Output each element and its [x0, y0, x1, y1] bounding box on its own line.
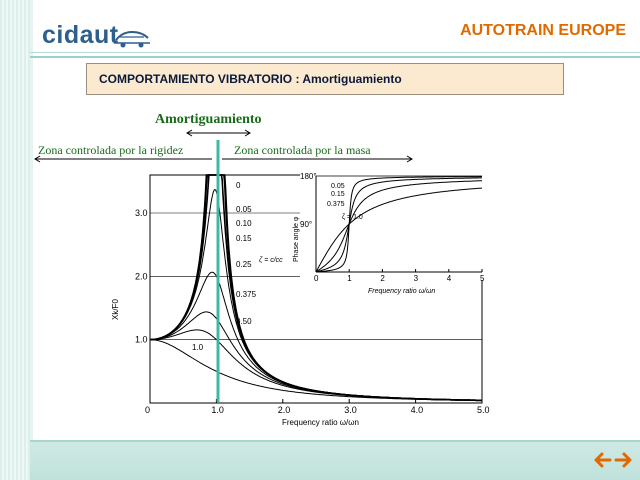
phase-series-label: ζ = 1.0 — [342, 214, 363, 221]
phase-series-label: 0.375 — [327, 201, 345, 208]
amplitude-series-label: 0.05 — [236, 205, 252, 214]
phase-x-tick-label: 3 — [413, 274, 419, 283]
amplitude-x-tick-label: 0 — [145, 405, 151, 415]
amplitude-series-label: 0.25 — [236, 260, 252, 269]
phase-y-tick-label: 90° — [300, 220, 313, 229]
amplitude-series-line — [150, 330, 482, 401]
phase-x-tick-label: 5 — [480, 274, 485, 283]
amplitude-series-label: 0 — [236, 181, 241, 190]
phase-x-axis-label: Frequency ratio ω/ωn — [368, 288, 436, 295]
damping-arrow — [187, 130, 250, 136]
footer-bar — [30, 442, 640, 480]
amplitude-y-tick-label: 2.0 — [135, 271, 148, 282]
mass-zone-label: Zona controlada por la masa — [234, 143, 371, 157]
amplitude-y-tick-label: 1.0 — [135, 334, 148, 345]
brand-title: AUTOTRAIN EUROPE — [460, 22, 626, 39]
phase-x-tick-label: 2 — [380, 274, 385, 283]
amplitude-y-axis-label: Xk/F0 — [111, 299, 120, 320]
phase-plot-background — [300, 172, 485, 280]
arrow-left-icon[interactable] — [592, 450, 612, 470]
zeta-formula: ζ = c/cc — [259, 257, 283, 264]
amplitude-x-tick-label: 1.0 — [211, 405, 224, 415]
amplitude-series-line — [150, 312, 482, 401]
amplitude-series-label: 0.375 — [236, 290, 257, 299]
section-title: COMPORTAMIENTO VIBRATORIO : Amortiguamiento — [99, 72, 402, 86]
amplitude-x-tick-label: 5.0 — [477, 405, 490, 415]
phase-chart — [293, 172, 485, 295]
amplitude-x-tick-label: 2.0 — [277, 405, 291, 415]
mass-zone-arrow — [222, 156, 412, 162]
amplitude-x-tick-label: 4.0 — [410, 405, 424, 415]
phase-y-tick-label: 180° — [300, 172, 317, 181]
amplitude-x-ticks — [145, 399, 490, 415]
phase-x-tick-label: 4 — [446, 274, 452, 283]
amplitude-series-label: 0.15 — [236, 234, 252, 243]
stiffness-zone-arrow — [35, 156, 212, 162]
cidaut-logo-text: cidaut — [42, 21, 119, 49]
phase-y-axis-label: Phase angle φ — [293, 216, 300, 262]
amplitude-y-tick-label: 3.0 — [135, 208, 148, 218]
phase-x-tick-label: 0 — [314, 274, 319, 283]
phase-series-label: 0.15 — [331, 191, 345, 198]
damping-label: Amortiguamiento — [155, 112, 262, 127]
arrow-right-icon[interactable] — [614, 450, 634, 470]
phase-x-tick-label: 1 — [347, 274, 352, 283]
stiffness-zone-label: Zona controlada por la rigidez — [38, 143, 184, 157]
amplitude-series-label: 1.0 — [192, 343, 204, 352]
amplitude-series-label: 0.10 — [236, 219, 252, 228]
amplitude-series-label: 0.50 — [236, 317, 252, 326]
amplitude-x-tick-label: 3.0 — [344, 405, 357, 415]
amplitude-y-ticks — [135, 208, 148, 345]
amplitude-x-axis-label: Frequency ratio ω/ωn — [282, 418, 359, 427]
phase-series-label: 0.05 — [331, 183, 345, 190]
